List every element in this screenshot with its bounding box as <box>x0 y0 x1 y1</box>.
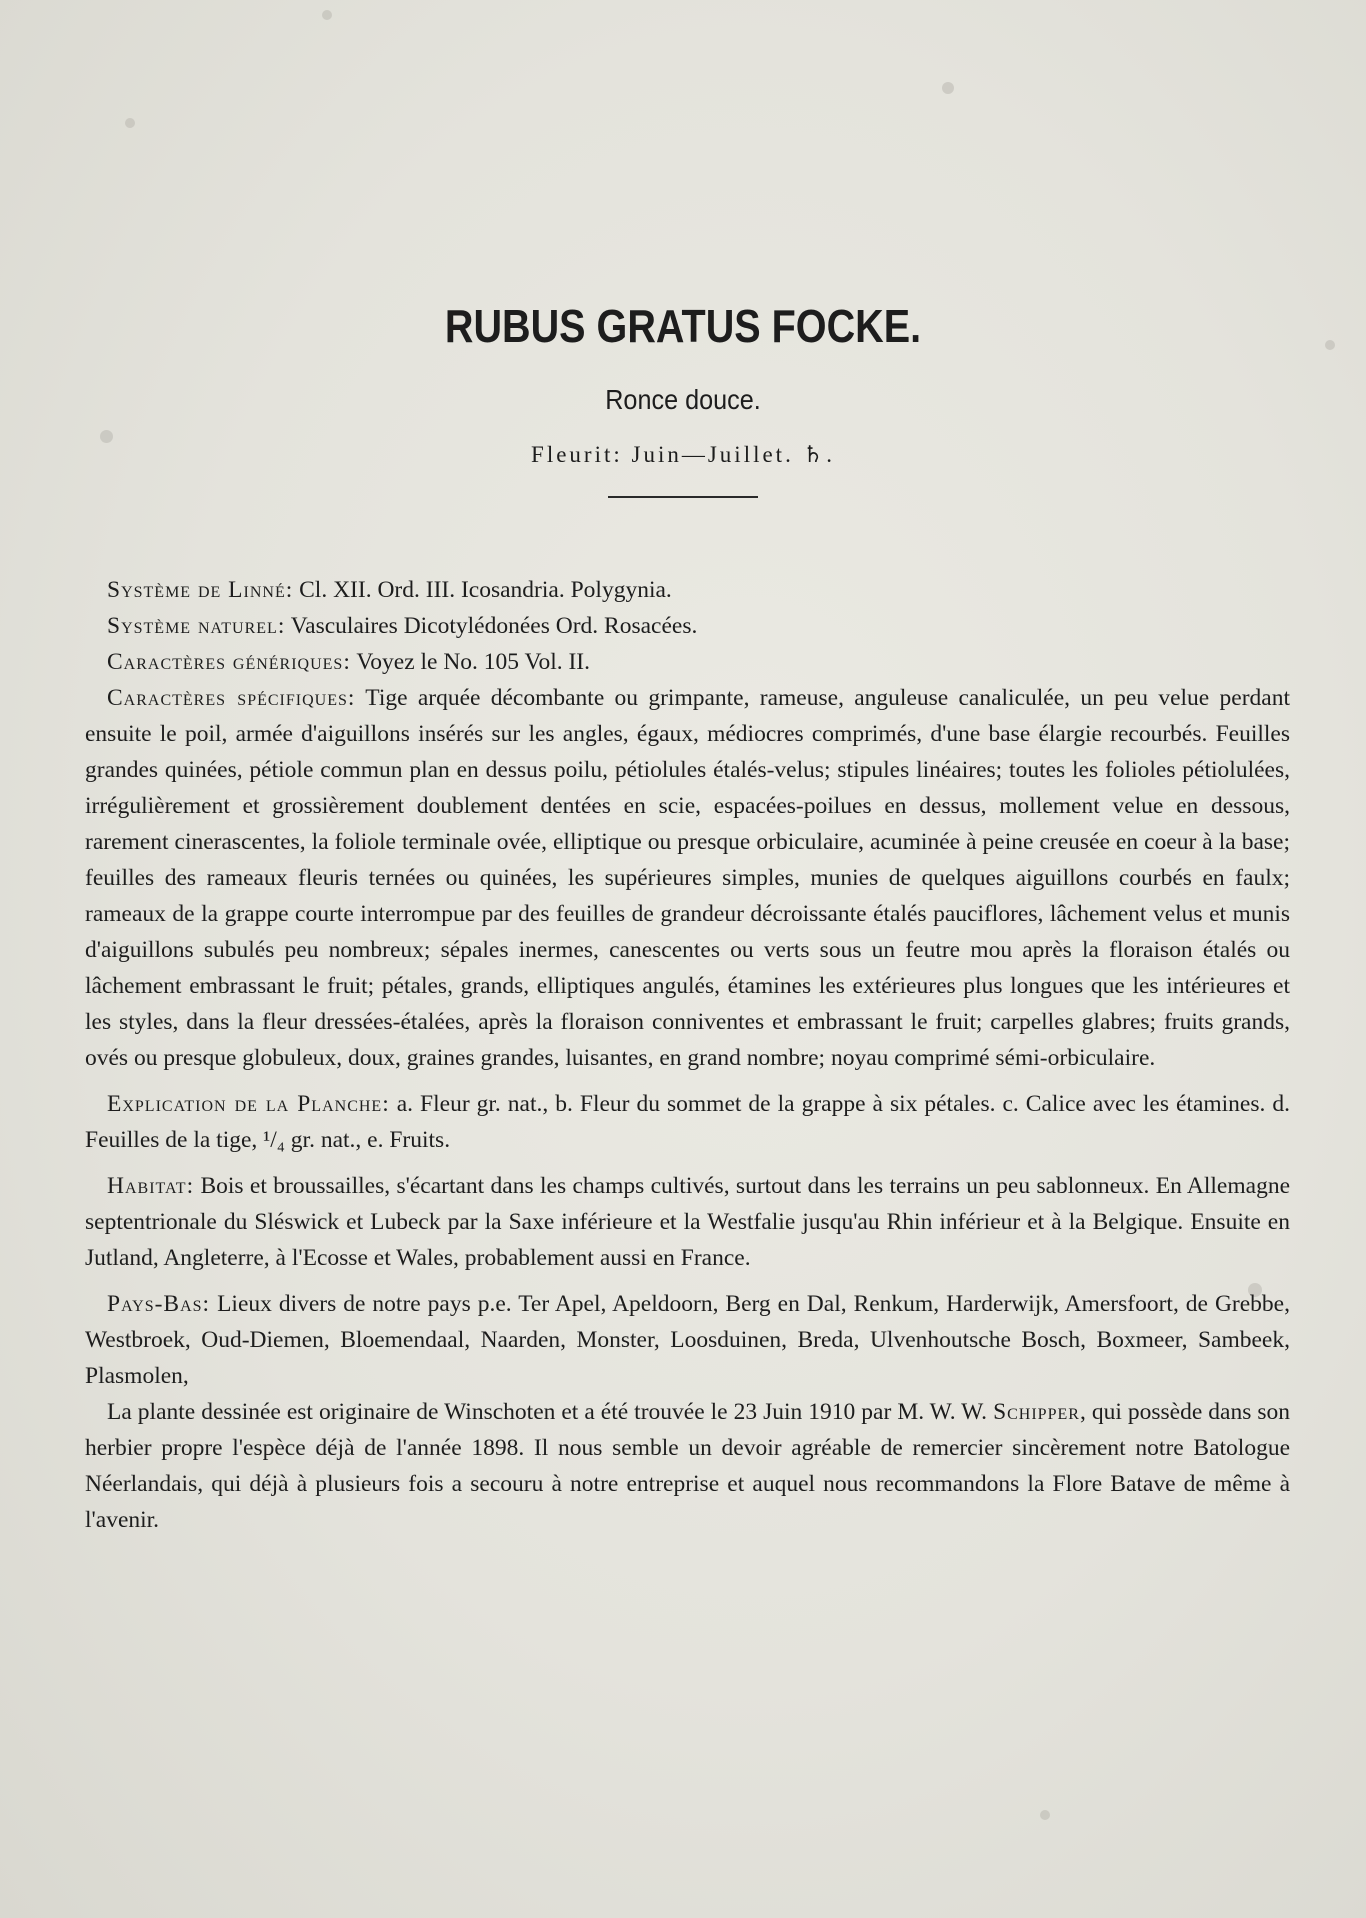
section-explication <box>85 1086 1290 1158</box>
section-label: Explication de la Planche: <box>107 1091 390 1117</box>
paper-spot <box>322 10 332 20</box>
section-text: Cl. XII. Ord. III. Icosandria. Polygynia. <box>293 577 672 603</box>
paper-spot <box>125 118 135 128</box>
section-habitat <box>85 1168 1290 1276</box>
note-text-before: La plante dessinée est originaire de Winschoten et a été trouvée le 23 Juin 1910 par M. W. W. <box>107 1399 994 1425</box>
page-header <box>0 298 1366 498</box>
section-label: Pays-Bas: <box>107 1291 211 1317</box>
section-specifiques <box>85 680 1290 1076</box>
section-label: Caractères génériques: <box>107 649 351 675</box>
note-text-after: , qui possède dans son herbier propre l'espèce déjà de l'année 1898. Il nous semble un devoir agréable de remercier sincèrement notre Batologue Néerlandais, qui déjà à plusieurs fois a secouru à notre entreprise et auquel nous recommandons la Flore Batave de même à l'avenir. <box>85 1399 1290 1533</box>
page-title: RUBUS GRATUS FOCKE. <box>444 300 922 352</box>
section-label: Caractères spécifiques: <box>107 685 356 711</box>
description-body <box>85 572 1290 1538</box>
collector-name: Schipper <box>993 1399 1080 1425</box>
section-label: Système de Linné: <box>107 577 294 603</box>
section-linne <box>85 572 1290 608</box>
section-label: Habitat: <box>107 1173 195 1199</box>
section-paysbas <box>85 1286 1290 1394</box>
title-divider <box>608 496 758 498</box>
section-naturel <box>85 608 1290 644</box>
section-text: Bois et broussailles, s'écartant dans les champs cultivés, surtout dans les terrains un peu sablonneux. En Allemagne septentrionale du Sléswick et Lubeck par la Saxe inférieure et la Westfalie jusqu'au Rhin inférieur et à la Belgique. Ensuite en Jutland, Angleterre, à l'Ecosse et Wales, probablement aussi en France. <box>85 1173 1290 1271</box>
section-text: Tige arquée décombante ou grimpante, rameuse, anguleuse canaliculée, un peu velue perdant ensuite le poil, armée d'aiguillons insérés sur les angles, égaux, médiocres comprimés, d'une base élargie recourbés. Feuilles grandes quinées, pétiole commun plan en dessus poilu, pétiolules étalés-velus; stipules linéaires; toutes les folioles pétiolulées, irrégulièrement et grossièrement doublement dentées en scie, espacées-poilues en dessus, mollement velue en dessous, rarement cinerascentes, la foliole terminale ovée, elliptique ou presque orbiculaire, acuminée à peine creusée en coeur à la base; feuilles des rameaux fleuris ternées ou quinées, les supérieures simples, munies de quelques aiguillons courbés en faulx; rameaux de la grappe courte interrompue par des feuilles de grandeur décroissante étalés pauciflores, lâchement velus et munis d'aiguillons subulés peu nombreux; sépales inermes, canescentes ou verts sous un feutre mou après la floraison étalés ou lâchement embrassant le fruit; pétales, grands, elliptiques angulés, étamines les extérieures plus longues que les intérieures et les styles, dans la fleur dressées-étalées, après la floraison conniventes et embrassant le fruit; carpelles glabres; fruits grands, ovés ou presque globuleux, doux, graines grandes, luisantes, en grand nombre; noyau comprimé sémi-orbiculaire. <box>85 685 1290 1071</box>
section-text: Voyez le No. 105 Vol. II. <box>350 649 591 675</box>
section-note <box>85 1394 1290 1538</box>
section-text: a. Fleur gr. nat., b. Fleur du sommet de la grappe à six pétales. c. Calice avec les étamines. d. Feuilles de la tige, ¹/₄ gr. nat., e. Fruits. <box>85 1091 1291 1153</box>
flowering-period: Fleurit: Juin—Juillet. ♄. <box>531 442 835 467</box>
section-label: Système naturel: <box>107 613 286 639</box>
section-text: Vasculaires Dicotylédonées Ord. Rosacées. <box>285 613 698 639</box>
page-subtitle: Ronce douce. <box>605 384 761 415</box>
section-text: Lieux divers de notre pays p.e. Ter Apel, Apeldoorn, Berg en Dal, Renkum, Harderwijk, Amersfoort, de Grebbe, Westbroek, Oud-Diemen, Bloemendaal, Naarden, Monster, Loosduinen, Breda, Ulvenhoutsche Bosch, Boxmeer, Sambeek, Plasmolen, <box>85 1291 1290 1389</box>
paper-spot <box>1040 1810 1050 1820</box>
paper-spot <box>942 82 954 94</box>
section-generiques <box>85 644 1290 680</box>
